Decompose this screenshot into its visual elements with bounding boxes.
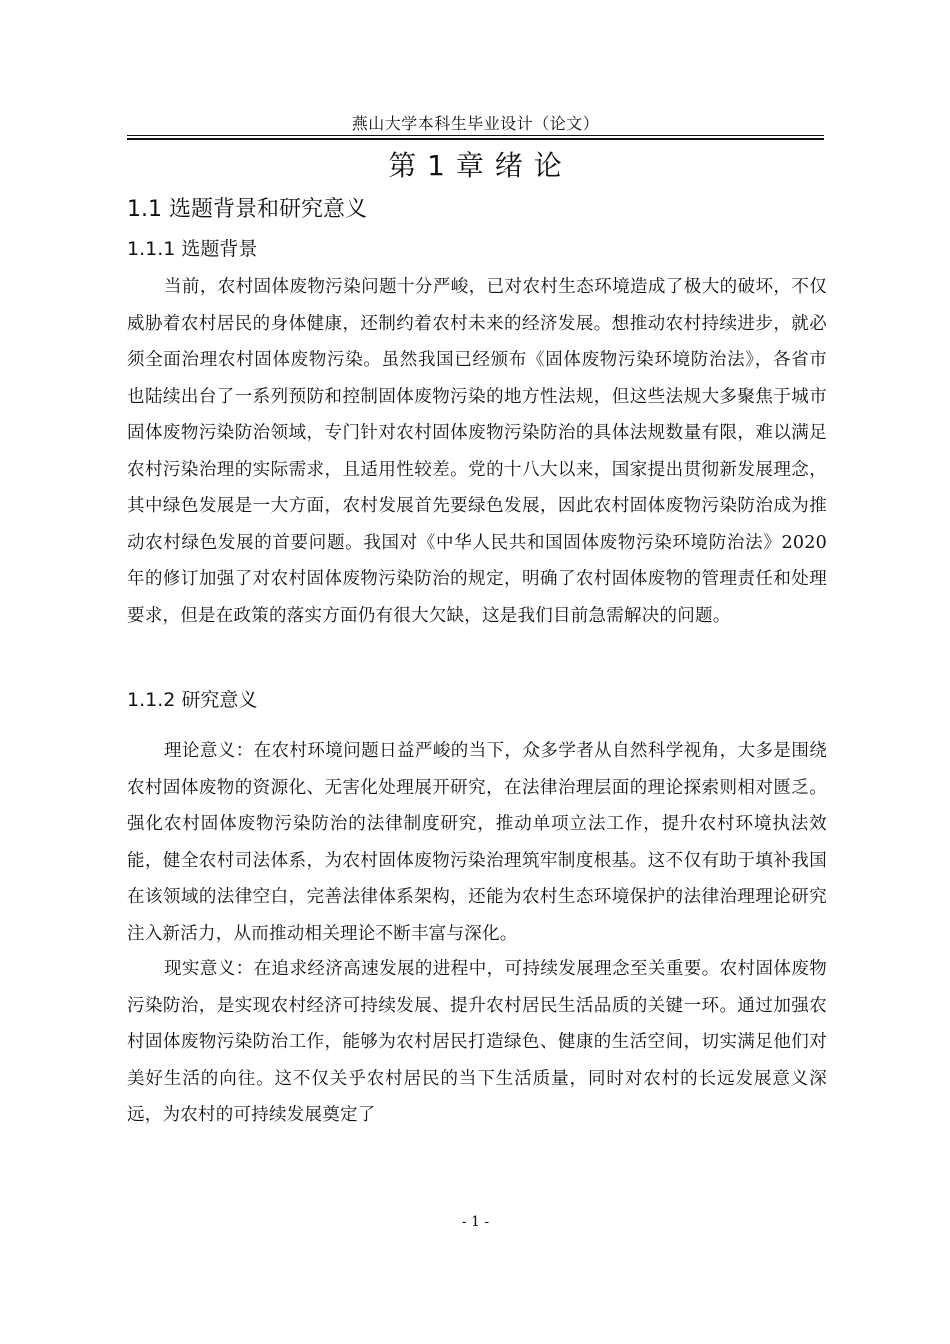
page-header: 燕山大学本科生毕业设计（论文） — [351, 114, 600, 133]
section-1-1-1-paragraph: 当前，农村固体废物污染问题十分严峻，已对农村生态环境造成了极大的破坏，不仅威胁着农村居民的身体健康，还制约着农村未来的经济发展。想推动农村持续进步，就必须全面治理农村固体废物污染。虽然我国已经颁布《固体废物污染环境防治法》，各省市也陆续出台了一系列预防和控制固体废物污染的地方性法规，但这些法规大多聚焦于城市固体废物污染防治领域，专门针对农村固体废物污染防治的具体法规数量有限，难以满足农村污染治理的实际需求，且适用性较差。党的十八大以来，国家提出贯彻新发展理念，其中绿色发展是一大方面，农村发展首先要绿色发展，因此农村固体废物污染防治成为推动农村绿色发展的首要问题。我国对《中华人民共和国固体废物污染环境防治法》2020 年的修订加强了对农村固体废物污染防治的规定，明确了农村固体废物的管理责任和处理要求，但是在政策的落实方面仍有很大欠缺，这是我们目前急需解决的问题。 — [127, 277, 827, 626]
section-1-1-2-title: 1.1.2 研究意义 — [127, 689, 258, 711]
page-number: - 1 - — [461, 1214, 490, 1230]
chapter-title: 第 1 章 绪 论 — [388, 149, 563, 182]
practical-significance-paragraph: 现实意义：在追求经济高速发展的进程中，可持续发展理念至关重要。农村固体废物污染防治，是实现农村经济可持续发展、提升农村居民生活品质的关键一环。通过加强农村固体废物污染防治工作，能够为农村居民打造绿色、健康的生活空间，切实满足他们对美好生活的向往。这不仅关乎农村居民的当下生活质量，同时对农村的长远发展意义深远，为农村的可持续发展奠定了 — [127, 959, 827, 1125]
theory-significance-paragraph: 理论意义：在农村环境问题日益严峻的当下，众多学者从自然科学视角，大多是围绕农村固体废物的资源化、无害化处理展开研究，在法律治理层面的理论探索则相对匮乏。强化农村固体废物污染防治的法律制度研究，推动单项立法工作，提升农村环境执法效能，健全农村司法体系，为农村固体废物污染治理筑牢制度根基。这不仅有助于填补我国在该领域的法律空白，完善法律体系架构，还能为农村生态环境保护的法律治理理论研究注入新活力，从而推动相关理论不断丰富与深化。 — [127, 741, 827, 944]
section-1-1-title: 1.1 选题背景和研究意义 — [127, 197, 367, 222]
section-1-1-1-title: 1.1.1 选题背景 — [127, 238, 258, 260]
header-rule — [127, 135, 824, 140]
